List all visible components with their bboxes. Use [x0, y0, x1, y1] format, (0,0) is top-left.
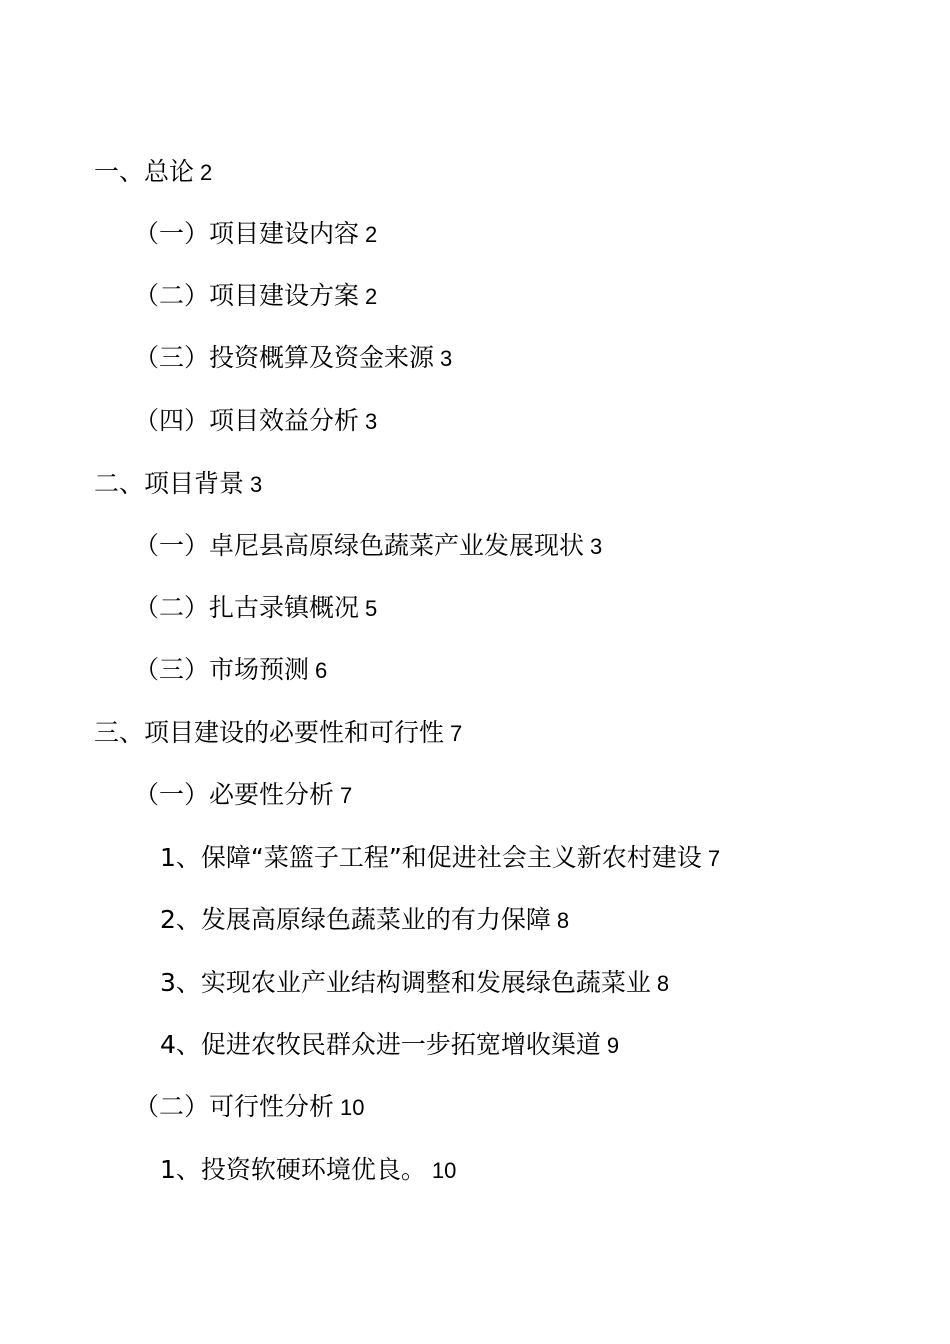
toc-page-number: 7 [450, 721, 463, 746]
toc-page-number: 7 [707, 846, 721, 871]
toc-page-number: 2 [365, 284, 378, 309]
toc-entry[interactable] [160, 1030, 619, 1060]
toc-page-number: 9 [606, 1033, 620, 1058]
toc-entry[interactable] [160, 1155, 456, 1185]
toc-page-number: 6 [315, 658, 328, 683]
toc-entry-title: 2、发展高原绿色蔬菜业的有力保障 [160, 905, 551, 934]
toc-page-number: 10 [431, 1158, 457, 1183]
toc-entry-title: 1、保障“菜篮子工程”和促进社会主义新农村建设 [160, 843, 702, 872]
toc-entry[interactable] [134, 219, 377, 249]
toc-entry-title: 4、促进农牧民群众进一步拓宽增收渠道 [160, 1030, 601, 1059]
toc-entry[interactable] [134, 406, 377, 436]
toc-entry-title: （三）投资概算及资金来源 [134, 343, 435, 372]
toc-entry-title: （一）卓尼县高原绿色蔬菜产业发展现状 [134, 531, 585, 560]
toc-page-number: 3 [250, 472, 263, 497]
toc-entry[interactable] [94, 718, 462, 748]
toc-entry-title: 二、项目背景 [94, 469, 245, 498]
toc-entry-title: （四）项目效益分析 [134, 406, 360, 435]
toc-entry[interactable] [134, 593, 377, 623]
toc-entry-title: （一）项目建设内容 [134, 219, 360, 248]
toc-entry[interactable] [134, 343, 452, 373]
toc-page-number: 10 [340, 1095, 365, 1120]
toc-entry-title: （二）可行性分析 [134, 1092, 335, 1121]
toc-entry[interactable] [134, 281, 377, 311]
toc-entry-title: 1、投资软硬环境优良。 [160, 1155, 426, 1184]
toc-entry-title: （二）扎古录镇概况 [134, 593, 360, 622]
toc-entry-title: 三、项目建设的必要性和可行性 [94, 718, 445, 747]
toc-page-number: 5 [365, 596, 378, 621]
toc-page-number: 7 [340, 783, 353, 808]
toc-entry-title: 3、实现农业产业结构调整和发展绿色蔬菜业 [160, 968, 651, 997]
toc-page-number: 2 [365, 222, 378, 247]
toc-page-number: 2 [200, 160, 213, 185]
toc-entry-title: （三）市场预测 [134, 655, 310, 684]
toc-entry[interactable] [134, 531, 602, 561]
toc-entry-title: 一、总论 [94, 157, 195, 186]
toc-page-number: 8 [656, 971, 670, 996]
toc-entry[interactable] [94, 157, 212, 187]
toc-entry[interactable] [94, 469, 262, 499]
toc-entry-title: （二）项目建设方案 [134, 281, 360, 310]
toc-page-number: 3 [440, 346, 453, 371]
toc-entry-title: （一）必要性分析 [134, 780, 335, 809]
toc-entry[interactable] [160, 843, 720, 873]
toc-entry[interactable] [160, 905, 569, 935]
toc-page-number: 8 [556, 908, 570, 933]
toc-entry[interactable] [160, 968, 669, 998]
toc-page-number: 3 [590, 534, 603, 559]
toc-entry[interactable] [134, 655, 327, 685]
toc-entry[interactable] [134, 780, 352, 810]
toc-entry[interactable] [134, 1092, 365, 1122]
toc-page-number: 3 [365, 409, 378, 434]
